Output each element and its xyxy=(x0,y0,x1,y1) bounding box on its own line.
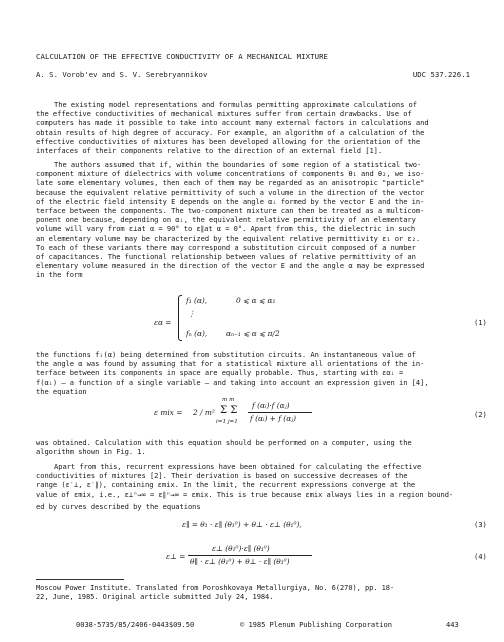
text-line: interfaces of their components relative to the direction of an external field [1]. xyxy=(36,146,383,156)
eq4-fraction-bar xyxy=(188,555,312,556)
eq2-lhs: ε mix = xyxy=(154,408,183,417)
eq2-sum-upper: m m xyxy=(222,397,235,403)
eq4-lhs: ε⊥ = xyxy=(166,552,186,561)
text-line: was obtained. Calculation with this equation should be performed on a computer, using the xyxy=(36,438,412,447)
text-line: value of εmix, i.e., ε⊥ⁿ→∞ = ε∥ⁿ→∞ = εmix. This is true because εmix always lies in a region bound- xyxy=(36,489,454,499)
text-line: in the form xyxy=(36,270,83,280)
text-line: the effective conductivities of mechanical mixtures suffer from certain drawbacks. Use of xyxy=(36,109,412,119)
footnote-line: 22, June, 1985. Original article submitted July 24, 1984. xyxy=(36,593,274,602)
article-authors: A. S. Vorob'ev and S. V. Serebryannikov xyxy=(36,70,208,79)
udc-code: UDC 537.226.1 xyxy=(412,70,470,79)
text-line: The existing model representations and formulas permitting approximate calculations of xyxy=(54,100,417,109)
text-line: the angle α was found by assuming that for a statistical mixture all orientations of the in- xyxy=(36,359,425,369)
paragraph-assumptions xyxy=(36,160,472,280)
eq1-row2: ⋮ xyxy=(188,309,196,318)
eq2-fraction-bar xyxy=(248,412,312,413)
eq1-row1: f₁ (α), xyxy=(186,296,208,305)
eq4-number: (4) xyxy=(474,552,487,561)
eq3-number: (3) xyxy=(474,520,487,529)
text-line: volume will vary from ε⊥at α = 90° to ε∥at α = 0°. Apart from this, the dielectric in such xyxy=(36,224,416,234)
paragraph-recurrent xyxy=(36,462,472,499)
text-line: the functions fᵢ(α) being determined from substitution circuits. An instantaneous value of xyxy=(36,350,416,359)
text-line: late some elementary volumes, then each of them may be regarded as an anisotropic "particle" xyxy=(36,178,425,188)
text-line: an elementary volume may be characterized by the equivalent relative permittivity ε₁ or ε₂. xyxy=(36,233,421,243)
article-title: CALCULATION OF THE EFFECTIVE CONDUCTIVITY OF A MECHANICAL MIXTURE xyxy=(36,52,329,61)
copyright-notice: © 1985 Plenum Publishing Corporation xyxy=(240,620,392,629)
eq1-brace xyxy=(178,295,182,341)
paragraph-intro xyxy=(36,100,472,155)
text-line: ponent one because, depending on αᵢ, the equivalent relative permittivity of an elementary xyxy=(36,215,416,225)
equation-3: ε∥ = θ₁ · ε∥ (θ₁⁰) + θ⊥ · ε⊥ (θ₁⁰), xyxy=(182,520,302,529)
eq4-denominator: θ∥ · ε⊥ (θ₁⁰) + θ⊥ · ε∥ (θ₁⁰) xyxy=(190,557,290,566)
paragraph-bounded: ed by curves described by the equations xyxy=(36,502,201,511)
journal-code: 0038-5735/85/2406-0443$09.50 xyxy=(76,620,195,629)
eq2-sum-lower: i=1 j=1 xyxy=(216,419,238,425)
eq4-numerator: ε⊥ (θ₁⁰)·ε∥ (θ₁⁰) xyxy=(212,544,270,553)
text-line: terface between the components. The two-component mixture can then be treated as a multicom- xyxy=(36,206,425,216)
eq1-number: (1) xyxy=(474,318,487,327)
text-line: The authors assumed that if, within the boundaries of some region of a statistical two- xyxy=(54,160,422,169)
text-line: conductivities of mixtures [2]. Their derivation is based on successive decreases of the xyxy=(36,471,408,481)
paragraph-obtained xyxy=(36,438,472,456)
text-line: effective conductivities of mixtures has been developed allowing for the orientation of the xyxy=(36,136,421,146)
text-line: Apart from this, recurrent expressions have been obtained for calculating the effective xyxy=(54,462,422,471)
eq1-lhs: εα = xyxy=(154,318,172,327)
eq1-row3-condition: αₙ₋₁ ⩽ α ⩽ π/2 xyxy=(226,329,280,338)
footnote xyxy=(36,584,394,602)
eq2-denominator: f (αᵢ) + f (αⱼ) xyxy=(250,414,297,423)
text-line: elementary volume measured in the direction of the vector E and the angle α may be expressed xyxy=(36,261,425,271)
text-line: computers has made it possible to take into account many external factors in calculations and xyxy=(36,118,429,128)
text-line: of capacitances. The functional relationship between values of relative permittivity of an xyxy=(36,252,416,262)
text-line: of the electric field intensity E depends on the angle αᵢ formed by the vector E and the in- xyxy=(36,196,425,206)
text-line: algorithm shown in Fig. 1. xyxy=(36,447,146,457)
text-line: f(αᵢ) — a function of a single variable — and taking into account an expression given in [4], xyxy=(36,377,429,387)
text-line: obtain results of high degree of accuracy. For example, an algorithm of a calculation of the xyxy=(36,127,425,137)
eq2-sum: Σ Σ xyxy=(220,405,238,416)
text-line: range (ε′⊥, ε′∥), containing εmix. In the limit, the recurrent expressions converge at the xyxy=(36,480,416,490)
text-line: component mixture of dielectrics with volume concentrations of components θ₁ and θ₂, we iso- xyxy=(36,169,425,179)
eq1-row1-condition: 0 ⩽ α ⩽ α₁ xyxy=(236,296,276,305)
paragraph-functions xyxy=(36,350,472,396)
text-line: because the equivalent relative permittivity of such a volume in the direction of the vector xyxy=(36,187,425,197)
eq2-coefficient: 2 / m² xyxy=(193,408,215,417)
footnote-line: Moscow Power Institute. Translated from Poroshkovaya Metallurgiya, No. 6(270), pp. 18- xyxy=(36,584,395,592)
eq1-row3: fₙ (α), xyxy=(186,329,208,338)
text-line: terface between its components in space are equally probable. Thus, starting with εαᵢ = xyxy=(36,368,404,378)
footnote-rule xyxy=(36,579,124,580)
eq2-number: (2) xyxy=(474,410,487,419)
page-number: 443 xyxy=(446,620,459,629)
eq2-numerator: f (αᵢ)·f (αⱼ) xyxy=(252,401,290,410)
text-line: the equation xyxy=(36,386,87,396)
text-line: To each of these variants there may correspond a substitution circuit composed of a number xyxy=(36,242,416,252)
